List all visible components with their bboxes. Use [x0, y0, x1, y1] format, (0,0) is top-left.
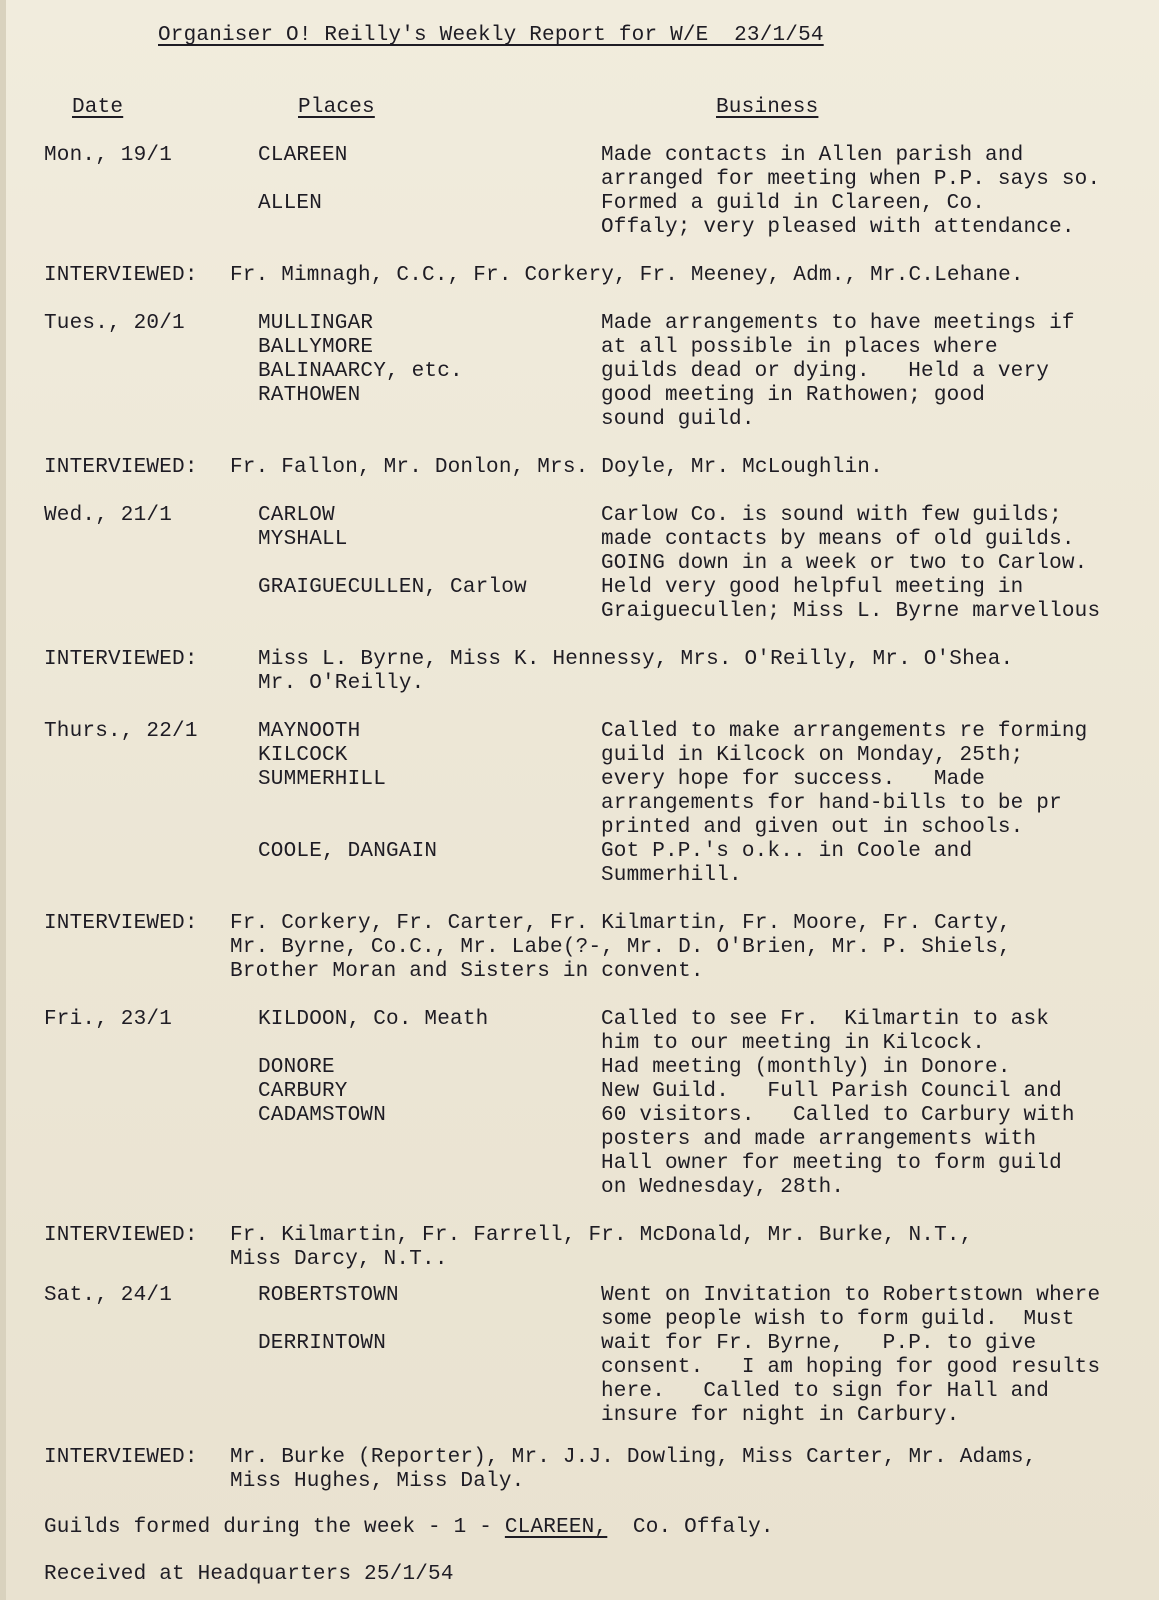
entry-date: Fri., 23/1	[44, 1008, 173, 1031]
interviewed-line: Fr. Corkery, Fr. Carter, Fr. Kilmartin, Fr. Moore, Fr. Carty,	[230, 912, 1011, 935]
interviewed-line: Mr. Burke (Reporter), Mr. J.J. Dowling, Miss Carter, Mr. Adams,	[230, 1446, 1037, 1469]
interviewed-line: Fr. Mimnagh, C.C., Fr. Corkery, Fr. Meeney, Adm., Mr.C.Lehane.	[230, 264, 1024, 287]
place-line: GRAIGUECULLEN, Carlow	[258, 576, 527, 599]
business-line: Summerhill.	[601, 864, 742, 887]
place-line: MAYNOOTH	[258, 720, 361, 743]
business-line: posters and made arrangements with	[601, 1128, 1037, 1151]
business-line: Hall owner for meeting to form guild	[601, 1152, 1062, 1175]
business-line: every hope for success. Made	[601, 768, 986, 791]
entry-date: Sat., 24/1	[44, 1284, 173, 1307]
paper-edge	[0, 0, 6, 1600]
business-line: Offaly; very pleased with attendance.	[601, 216, 1075, 239]
business-line: GOING down in a week or two to Carlow.	[601, 552, 1088, 575]
interviewed-label: INTERVIEWED:	[44, 456, 198, 479]
business-line: good meeting in Rathowen; good	[601, 384, 986, 407]
business-line: 60 visitors. Called to Carbury with	[601, 1104, 1075, 1127]
place-line: COOLE, DANGAIN	[258, 840, 438, 863]
business-line: Went on Invitation to Robertstown where	[601, 1284, 1101, 1307]
interviewed-line: Miss L. Byrne, Miss K. Hennessy, Mrs. O'Reilly, Mr. O'Shea.	[258, 648, 1014, 671]
business-line: Carlow Co. is sound with few guilds;	[601, 504, 1062, 527]
business-line: made contacts by means of old guilds.	[601, 528, 1075, 551]
report-title: Organiser O! Reilly's Weekly Report for W/E 23/1/54	[158, 24, 824, 47]
business-line: Made arrangements to have meetings if	[601, 312, 1075, 335]
guilds-formed-prefix: Guilds formed during the week - 1 -	[44, 1516, 505, 1539]
interviewed-line: Fr. Fallon, Mr. Donlon, Mrs. Doyle, Mr. McLoughlin.	[230, 456, 883, 479]
place-line: SUMMERHILL	[258, 768, 387, 791]
entry-date: Mon., 19/1	[44, 144, 173, 167]
business-line: sound guild.	[601, 408, 755, 431]
guilds-formed-line	[44, 1516, 774, 1540]
business-line: wait for Fr. Byrne, P.P. to give	[601, 1332, 1037, 1355]
guilds-formed-place: CLAREEN,	[504, 1516, 608, 1539]
entry-date: Tues., 20/1	[44, 312, 185, 335]
business-line: arranged for meeting when P.P. says so.	[601, 168, 1101, 191]
place-line: CLAREEN	[258, 144, 348, 167]
interviewed-line: Mr. O'Reilly.	[258, 672, 425, 695]
guilds-formed-suffix: Co. Offaly.	[607, 1516, 774, 1539]
business-line: some people wish to form guild. Must	[601, 1308, 1075, 1331]
interviewed-label: INTERVIEWED:	[44, 912, 198, 935]
place-line: KILCOCK	[258, 744, 348, 767]
business-line: consent. I am hoping for good results	[601, 1356, 1101, 1379]
place-line: BALINAARCY, etc.	[258, 360, 463, 383]
place-line: DERRINTOWN	[258, 1332, 387, 1355]
interviewed-line: Miss Darcy, N.T..	[230, 1248, 448, 1271]
business-line: arrangements for hand-bills to be pr	[601, 792, 1062, 815]
interviewed-label: INTERVIEWED:	[44, 648, 198, 671]
entry-date: Wed., 21/1	[44, 504, 173, 527]
interviewed-label: INTERVIEWED:	[44, 264, 198, 287]
business-line: Formed a guild in Clareen, Co.	[601, 192, 986, 215]
business-line: Got P.P.'s o.k.. in Coole and	[601, 840, 973, 863]
business-line: printed and given out in schools.	[601, 816, 1024, 839]
business-line: him to our meeting in Kilcock.	[601, 1032, 986, 1055]
place-line: RATHOWEN	[258, 384, 361, 407]
place-line: ROBERTSTOWN	[258, 1284, 399, 1307]
business-line: Called to make arrangements re forming	[601, 720, 1088, 743]
business-line: New Guild. Full Parish Council and	[601, 1080, 1062, 1103]
interviewed-line: Fr. Kilmartin, Fr. Farrell, Fr. McDonald, Mr. Burke, N.T.,	[230, 1224, 973, 1247]
header-date: Date	[72, 96, 124, 119]
header-places: Places	[298, 96, 375, 119]
interviewed-line: Mr. Byrne, Co.C., Mr. Labe(?-, Mr. D. O'Brien, Mr. P. Shiels,	[230, 936, 1011, 959]
place-line: CARBURY	[258, 1080, 348, 1103]
business-line: Had meeting (monthly) in Donore.	[601, 1056, 1011, 1079]
business-line: Called to see Fr. Kilmartin to ask	[601, 1008, 1050, 1031]
received-line: Received at Headquarters 25/1/54	[44, 1563, 454, 1586]
place-line: MYSHALL	[258, 528, 348, 551]
entry-date: Thurs., 22/1	[44, 720, 198, 743]
business-line: here. Called to sign for Hall and	[601, 1380, 1050, 1403]
interviewed-line: Miss Hughes, Miss Daly.	[230, 1470, 525, 1493]
interviewed-label: INTERVIEWED:	[44, 1446, 198, 1469]
place-line: BALLYMORE	[258, 336, 374, 359]
business-line: at all possible in places where	[601, 336, 998, 359]
business-line: guild in Kilcock on Monday, 25th;	[601, 744, 1024, 767]
place-line: CARLOW	[258, 504, 335, 527]
business-line: insure for night in Carbury.	[601, 1404, 960, 1427]
place-line: ALLEN	[258, 192, 323, 215]
place-line: KILDOON, Co. Meath	[258, 1008, 489, 1031]
business-line: Held very good helpful meeting in	[601, 576, 1024, 599]
business-line: on Wednesday, 28th.	[601, 1176, 845, 1199]
interviewed-line: Brother Moran and Sisters in convent.	[230, 960, 704, 983]
place-line: DONORE	[258, 1056, 335, 1079]
place-line: MULLINGAR	[258, 312, 374, 335]
business-line: Made contacts in Allen parish and	[601, 144, 1024, 167]
header-business: Business	[716, 96, 819, 119]
business-line: guilds dead or dying. Held a very	[601, 360, 1050, 383]
business-line: Graiguecullen; Miss L. Byrne marvellous	[601, 600, 1101, 623]
place-line: CADAMSTOWN	[258, 1104, 387, 1127]
interviewed-label: INTERVIEWED:	[44, 1224, 198, 1247]
